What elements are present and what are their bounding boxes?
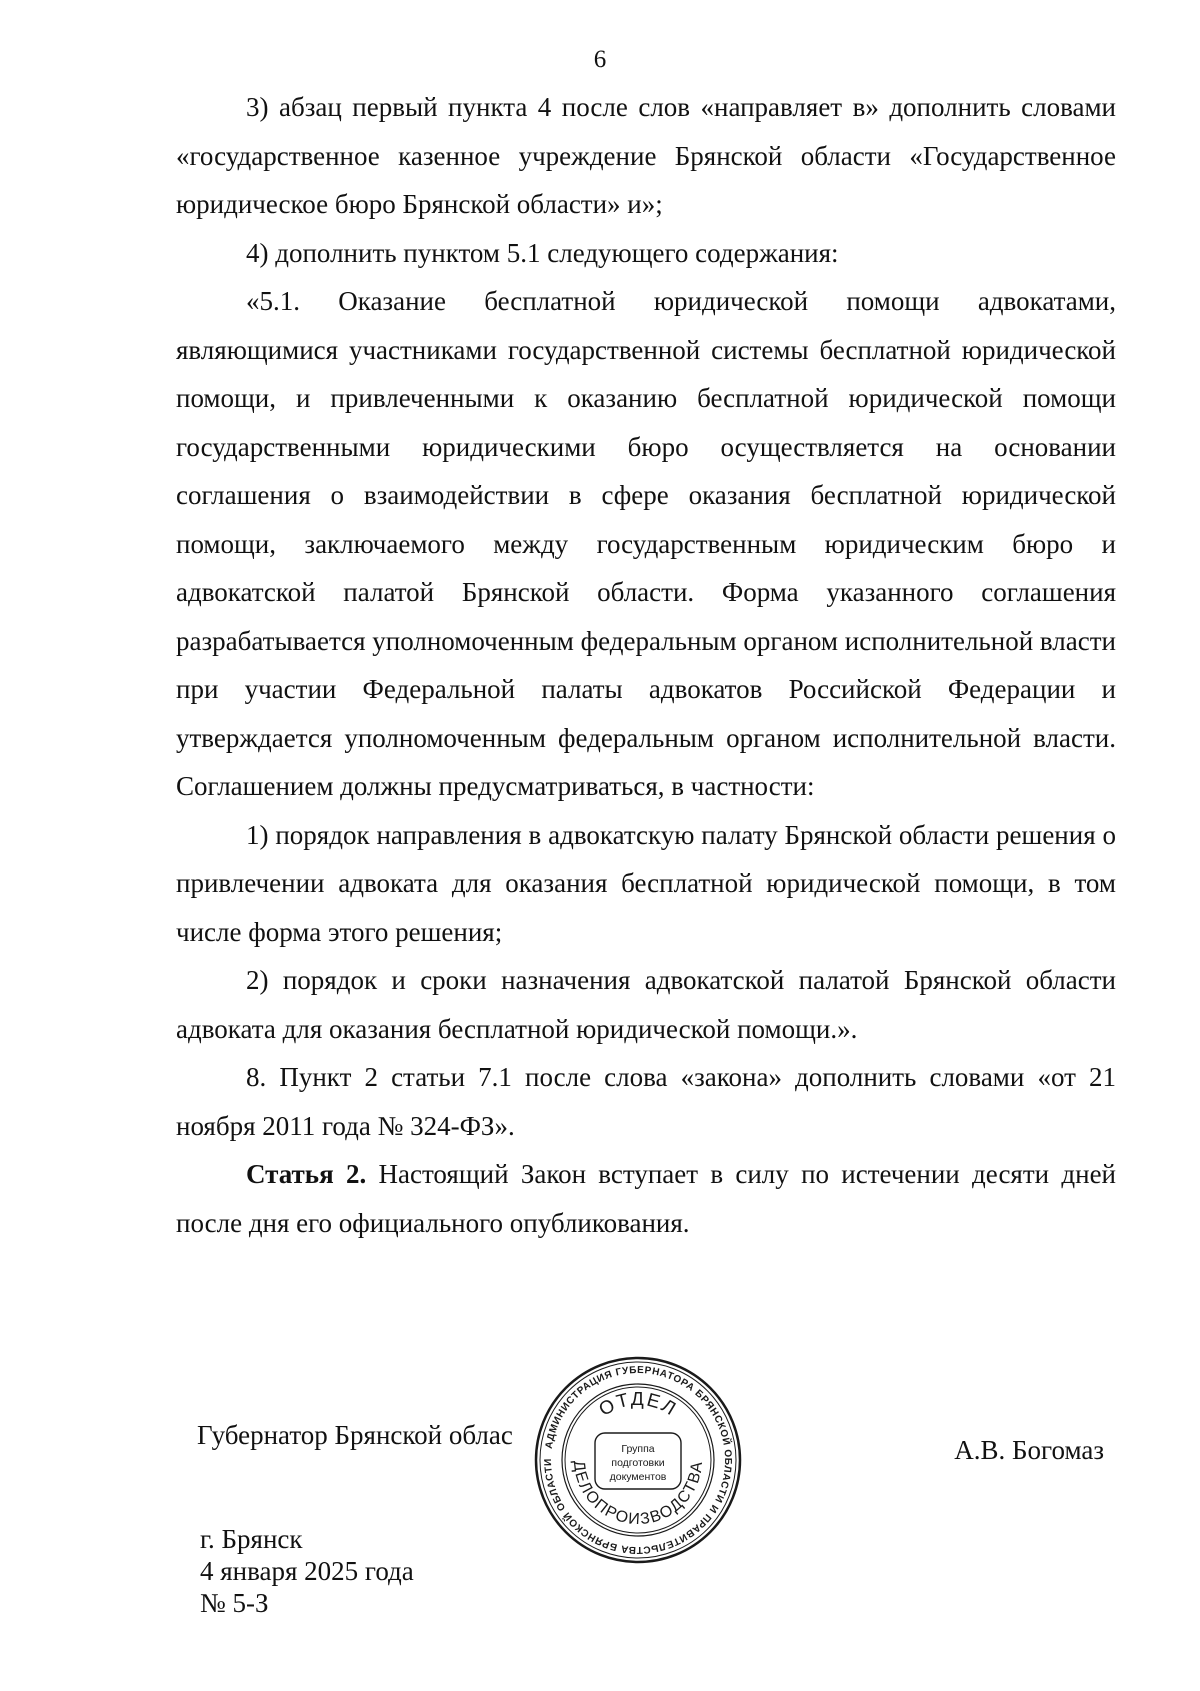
- place-date-block: [200, 1523, 414, 1619]
- stamp-center-line-3: документов: [609, 1471, 667, 1483]
- law-date: 4 января 2025 года: [200, 1556, 414, 1586]
- signature-position: Губернатор Брянской облас: [197, 1420, 513, 1450]
- city: г. Брянск: [200, 1524, 303, 1554]
- document-body: [176, 83, 1116, 1247]
- stamp-middle-text: ДЕЛОПРОИЗВОДСТВА: [569, 1459, 707, 1529]
- paragraph-subitem-2: 2) порядок и сроки назначения адвокатской палатой Брянской области адвоката для оказания бесплатной юридической помощи.».: [176, 965, 1116, 1044]
- stamp-outer-text: АДМИНИСТРАЦИЯ ГУБЕРНАТОРА БРЯНСКОЙ ОБЛАСТИ И ПРАВИТЕЛЬСТВА БРЯНСКОЙ ОБЛАСТИ: [542, 1364, 734, 1556]
- official-stamp: [533, 1355, 743, 1565]
- paragraph-item-4: 4) дополнить пунктом 5.1 следующего содержания:: [246, 237, 839, 268]
- law-number: № 5-З: [200, 1588, 269, 1618]
- paragraph-item-3: 3) абзац первый пункта 4 после слов «направляет в» дополнить словами «государственное казенное учреждение Брянской области «Государственное юридическое бюро Брянской области» и»;: [176, 92, 1116, 219]
- stamp-top-word: ОТДЕЛ: [595, 1388, 681, 1421]
- paragraph-clause-5-1: «5.1. Оказание бесплатной юридической помощи адвокатами, являющимися участниками государственной системы бесплатной юридической помощи, и привлеченными к оказанию бесплатной юридической помощи государственными юридическими бюро осуществляется на основании соглашения о взаимодействии в сфере оказания бесплатной юридической помощи, заключаемого между государственным юридическим бюро и адвокатской палатой Брянской области. Форма указанного соглашения разрабатывается уполномоченным федеральным органом исполнительной власти при участии Федеральной палаты адвокатов Российской Федерации и утверждается уполномоченным федеральным органом исполнительной власти. Соглашением должны предусматриваться, в частности:: [176, 286, 1116, 801]
- stamp-center-line-1: Группа: [621, 1443, 655, 1455]
- svg-text:ДЕЛОПРОИЗВОДСТВА: [570, 1460, 707, 1529]
- stamp-seal: [533, 1355, 743, 1565]
- article-2-label: Статья 2.: [246, 1159, 367, 1189]
- paragraph-item-8: 8. Пункт 2 статьи 7.1 после слова «закона» дополнить словами «от 21 ноября 2011 года № 324-ФЗ».: [176, 1062, 1116, 1141]
- page-number: 6: [593, 46, 607, 73]
- article-2-text: Настоящий Закон вступает в силу по истечении десяти дней после дня его официального опубликования.: [176, 1159, 1117, 1238]
- signature-name: А.В. Богомаз: [954, 1435, 1104, 1465]
- paragraph-subitem-1: 1) порядок направления в адвокатскую палату Брянской области решения о привлечении адвоката для оказания бесплатной юридической помощи, в том числе форма этого решения;: [176, 819, 1116, 947]
- article-2: [176, 1150, 1116, 1247]
- stamp-center-line-2: подготовки: [611, 1457, 665, 1469]
